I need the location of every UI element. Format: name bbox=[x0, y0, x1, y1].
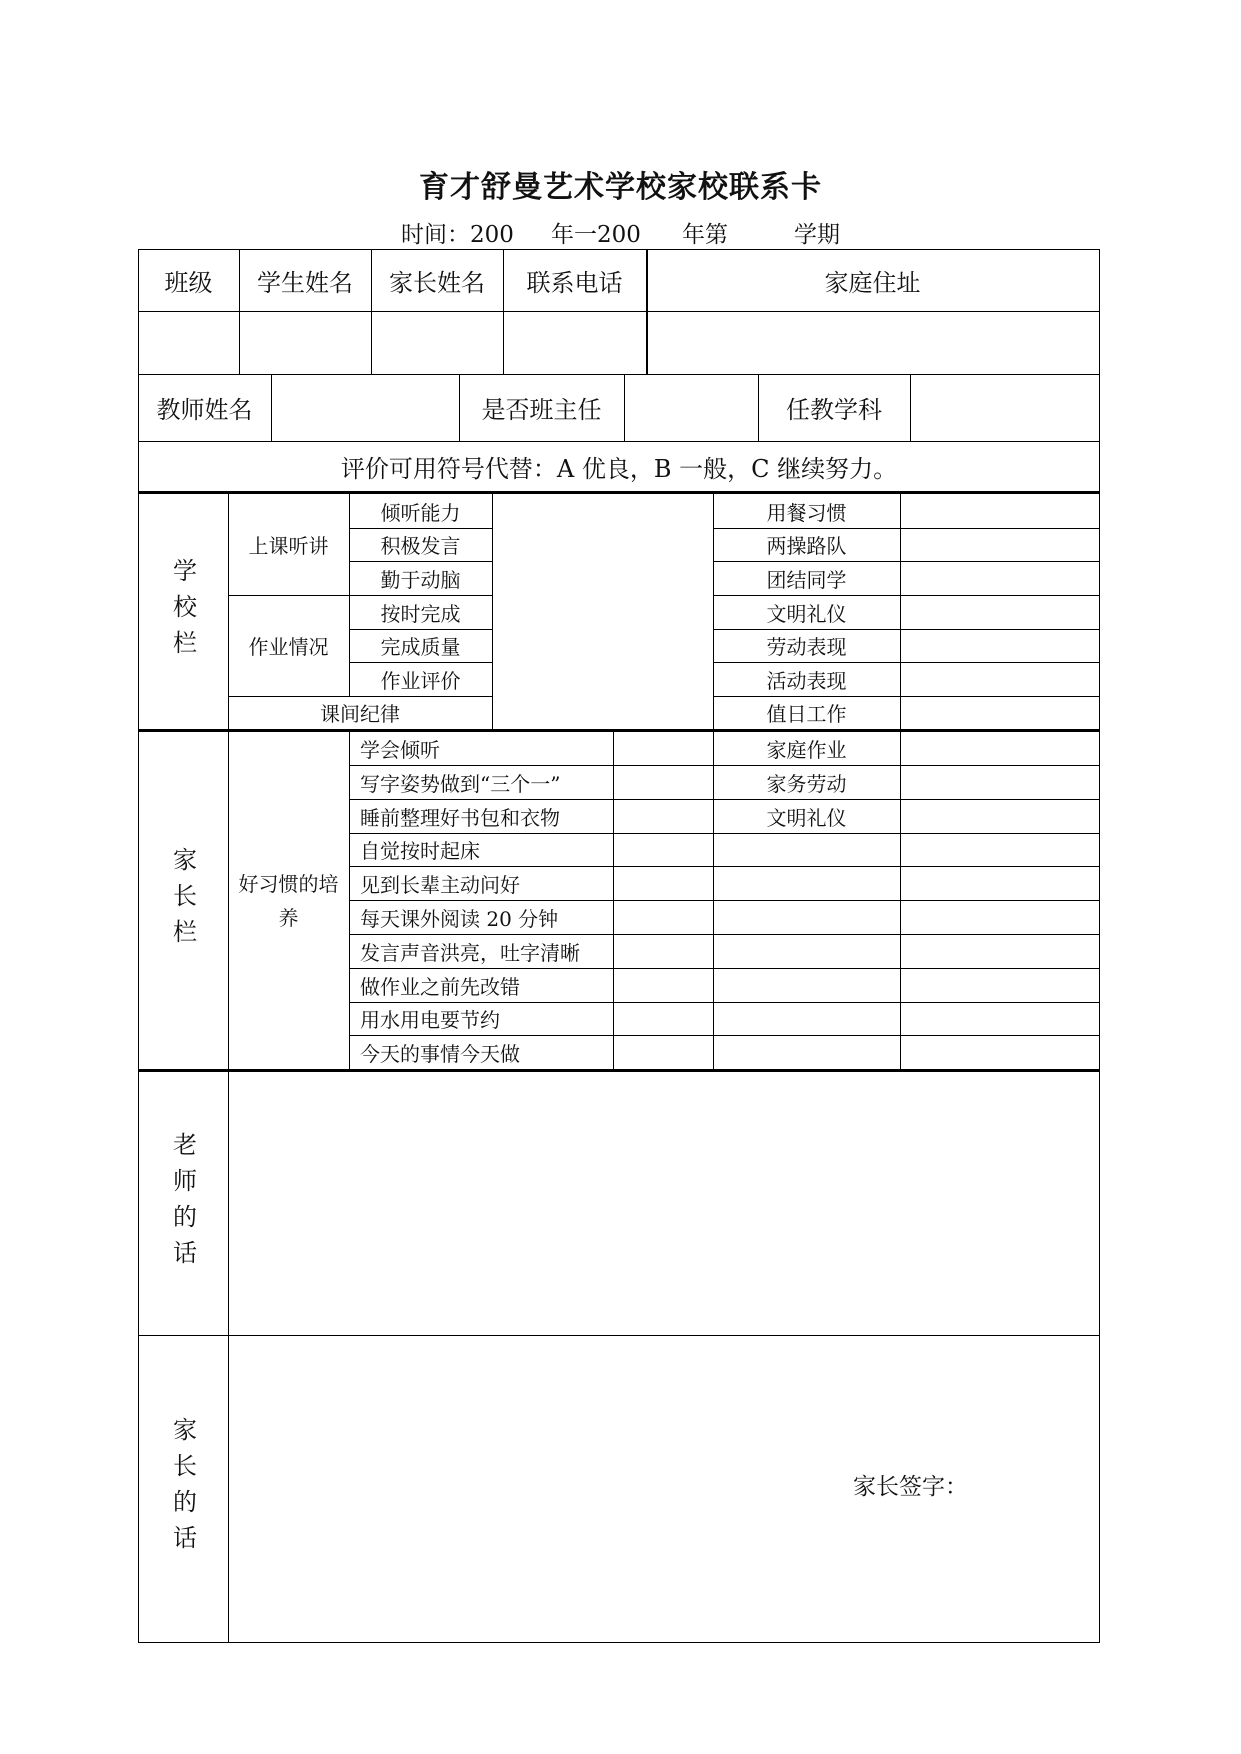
phone-field[interactable] bbox=[504, 312, 646, 374]
student-name-header: 学生姓名 bbox=[257, 268, 353, 297]
habit-item: 发言声音洪亮，吐字清晰 bbox=[360, 940, 580, 965]
school-right-item: 值日工作 bbox=[766, 702, 847, 726]
teacher-words-area[interactable] bbox=[229, 1072, 1099, 1335]
habit-item: 见到长辈主动问好 bbox=[360, 872, 520, 897]
habit-item: 用水用电要节约 bbox=[360, 1008, 500, 1032]
school-item: 按时完成 bbox=[380, 601, 461, 626]
head-teacher-label: 是否班主任 bbox=[481, 396, 602, 424]
habit-item: 睡前整理好书包和衣物 bbox=[360, 805, 560, 830]
parent-name-field[interactable] bbox=[372, 312, 503, 374]
school-item: 完成质量 bbox=[380, 635, 461, 659]
parent-rating-column-right[interactable] bbox=[901, 732, 1099, 1069]
term-time-label: 时间：200 bbox=[401, 222, 514, 248]
school-item: 倾听能力 bbox=[380, 500, 461, 525]
parent-name-header: 家长姓名 bbox=[389, 268, 485, 297]
rating-column[interactable] bbox=[901, 494, 1099, 729]
class-field[interactable] bbox=[139, 312, 239, 374]
good-habits-label: 好习惯的培养 bbox=[238, 871, 339, 930]
address-header: 家庭住址 bbox=[824, 268, 921, 297]
homework-group-label: 作业情况 bbox=[248, 635, 329, 659]
phone-header: 联系电话 bbox=[526, 268, 623, 297]
parent-right-item: 文明礼仪 bbox=[766, 805, 847, 830]
parent-signature-label: 家长签字： bbox=[853, 1474, 968, 1500]
parent-words-area[interactable] bbox=[229, 1336, 1099, 1642]
listening-group-label: 上课听讲 bbox=[248, 534, 329, 558]
rating-cell[interactable] bbox=[493, 630, 713, 662]
student-name-field[interactable] bbox=[240, 312, 371, 374]
rating-cell[interactable] bbox=[493, 663, 713, 696]
teacher-name-field[interactable] bbox=[272, 375, 459, 441]
rating-cell[interactable] bbox=[493, 596, 713, 629]
habit-item: 做作业之前先改错 bbox=[360, 974, 520, 999]
habit-item: 学会倾听 bbox=[360, 738, 440, 762]
school-right-item: 劳动表现 bbox=[766, 635, 847, 659]
school-right-item: 活动表现 bbox=[766, 668, 847, 693]
document-title: 育才舒曼艺术学校家校联系卡 bbox=[419, 170, 822, 205]
teacher-words-label: 老师的话 bbox=[168, 1131, 197, 1276]
school-right-item: 两操路队 bbox=[766, 534, 847, 558]
parent-right-item: 家务劳动 bbox=[766, 771, 847, 796]
teacher-name-label: 教师姓名 bbox=[156, 396, 253, 424]
habit-item: 今天的事情今天做 bbox=[360, 1041, 520, 1066]
rating-cell[interactable] bbox=[493, 562, 713, 595]
parent-right-item: 家庭作业 bbox=[766, 738, 847, 762]
rating-note: 评价可用符号代替：A 优良，B 一般，C 继续努力。 bbox=[340, 454, 898, 483]
school-item: 作业评价 bbox=[380, 668, 461, 693]
habit-item: 每天课外阅读 20 分钟 bbox=[360, 906, 559, 931]
term-semester-label: 学期 bbox=[794, 222, 840, 248]
rating-cell[interactable] bbox=[493, 697, 713, 729]
parent-section-label: 家长栏 bbox=[168, 846, 197, 955]
school-item: 勤于动脑 bbox=[380, 567, 461, 592]
address-field[interactable] bbox=[648, 312, 1099, 374]
discipline-label: 课间纪律 bbox=[320, 702, 400, 726]
school-item: 积极发言 bbox=[380, 534, 461, 558]
habit-item: 自觉按时起床 bbox=[360, 839, 480, 863]
school-right-item: 用餐习惯 bbox=[766, 500, 847, 525]
habit-item: 写字姿势做到“三个一” bbox=[360, 771, 561, 796]
rating-cell[interactable] bbox=[493, 529, 713, 561]
school-section-label: 学校栏 bbox=[168, 557, 197, 666]
school-right-item: 文明礼仪 bbox=[766, 601, 847, 626]
parent-rating-column[interactable] bbox=[614, 732, 713, 1069]
rating-cell[interactable] bbox=[493, 494, 713, 528]
subject-label: 任教学科 bbox=[786, 396, 882, 424]
class-header: 班级 bbox=[164, 268, 213, 297]
parent-words-label: 家长的话 bbox=[168, 1417, 197, 1561]
term-number-label: 年第 bbox=[682, 222, 728, 248]
term-year-label: 年一200 bbox=[551, 222, 641, 248]
school-right-item: 团结同学 bbox=[766, 567, 847, 592]
head-teacher-field[interactable] bbox=[625, 375, 758, 441]
subject-field[interactable] bbox=[911, 375, 1099, 441]
